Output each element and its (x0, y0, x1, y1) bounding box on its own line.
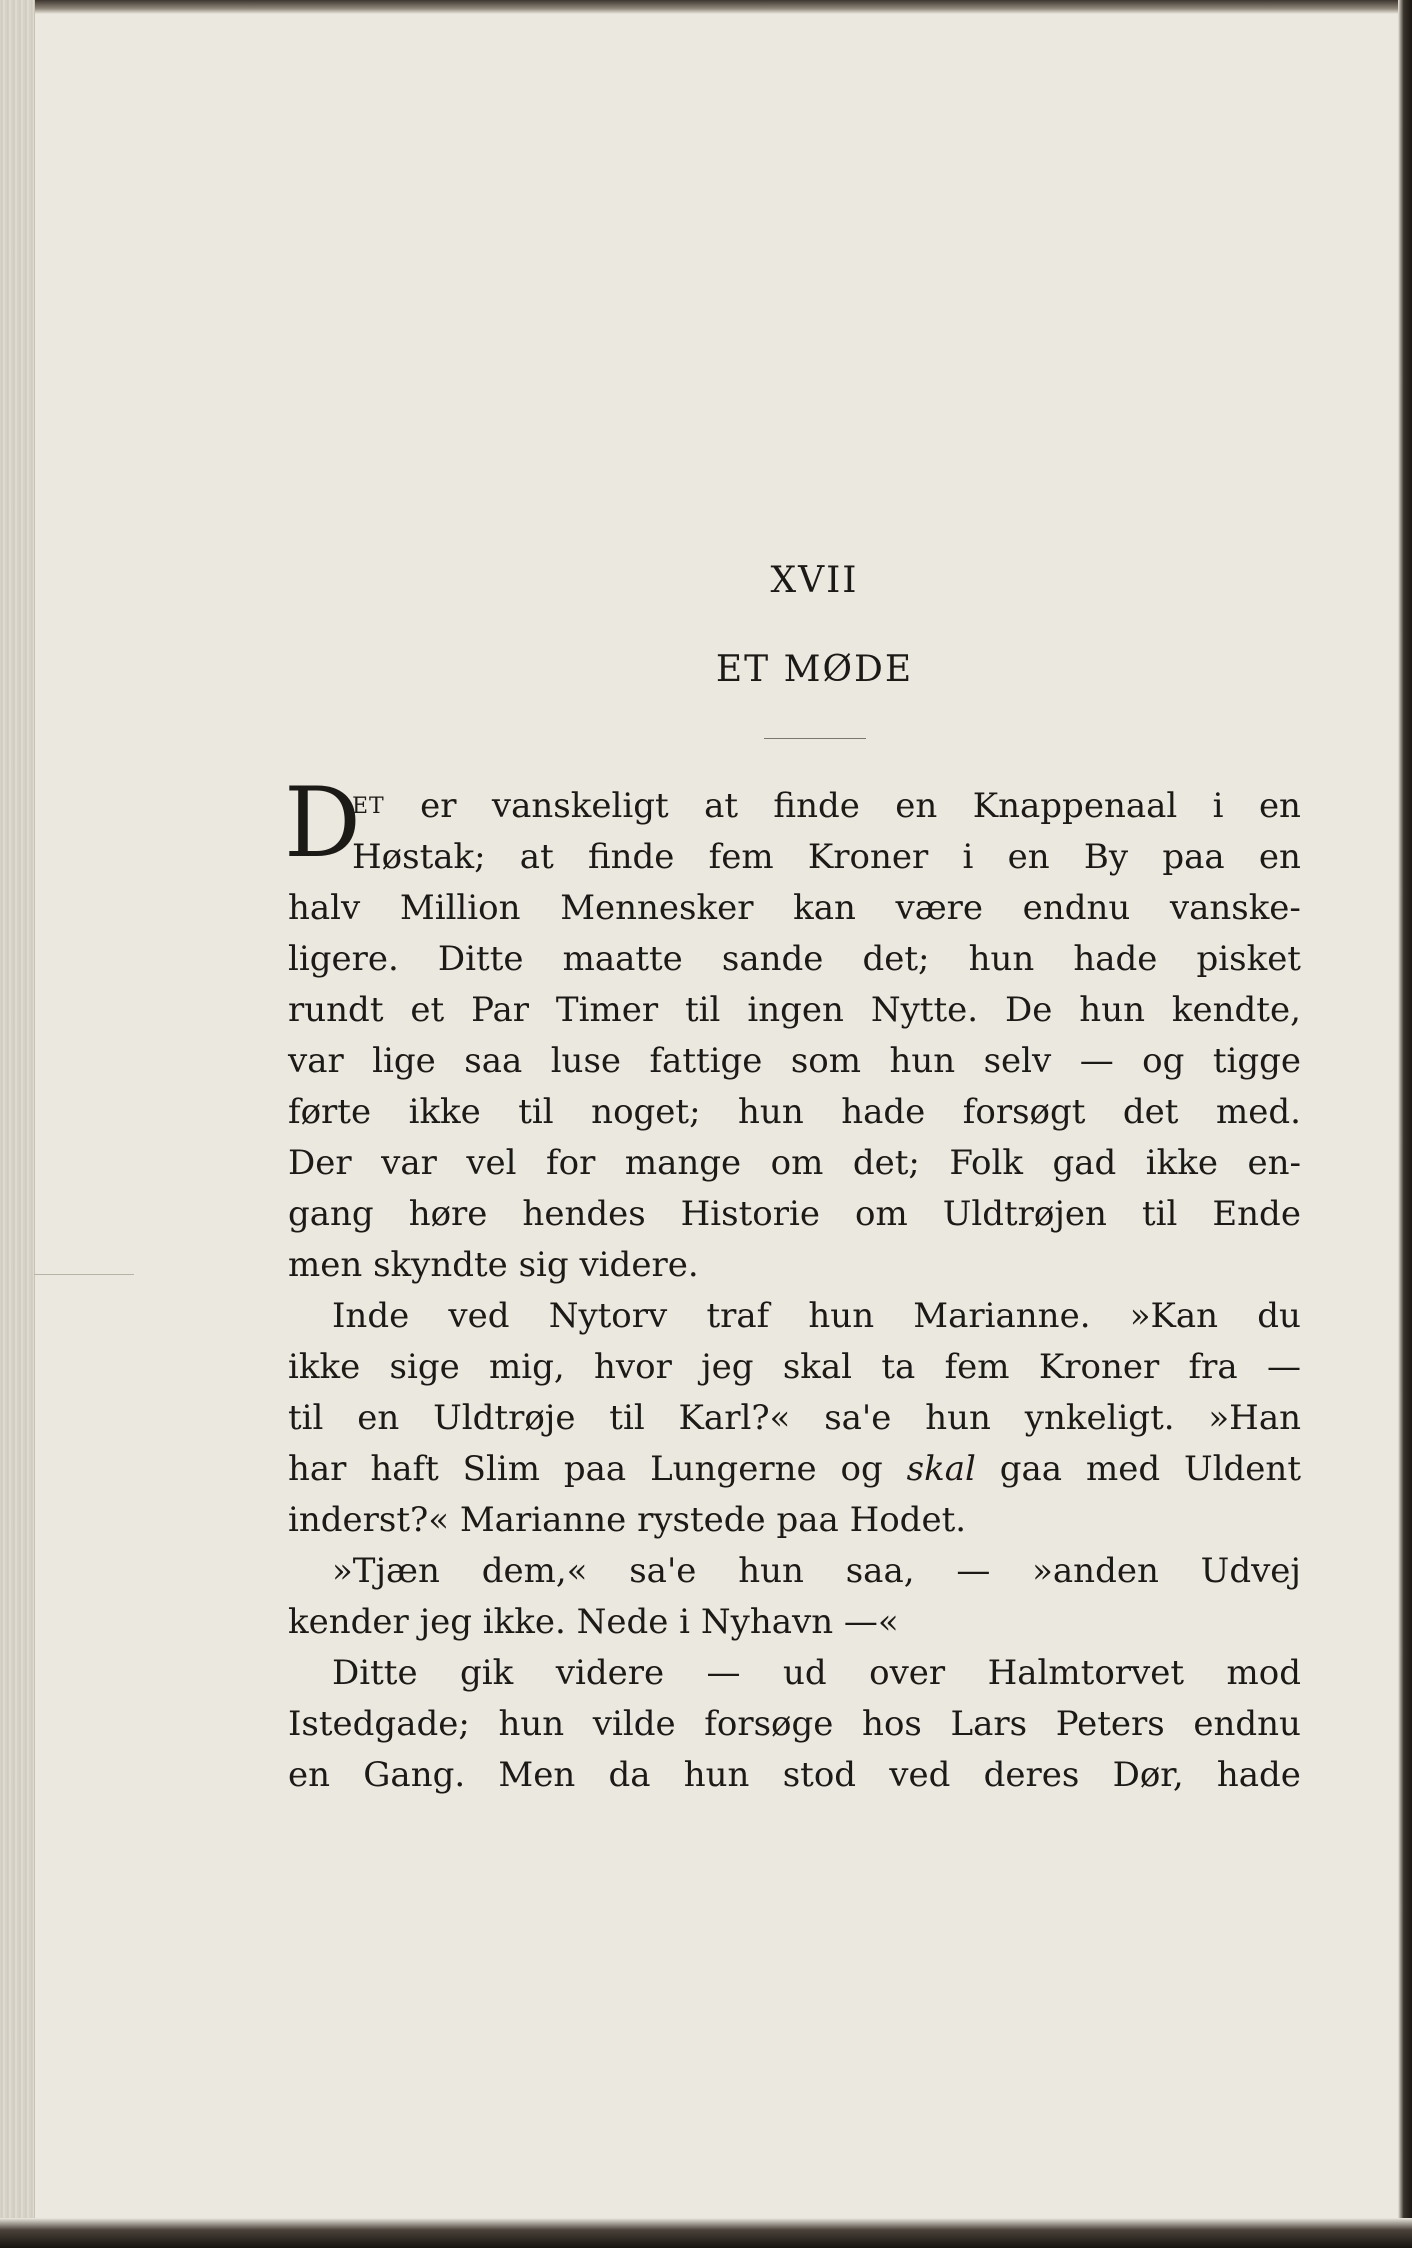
text-line (288, 1189, 1301, 1240)
word: Nytorv (548, 1296, 668, 1336)
word: kan (793, 888, 856, 928)
word: sande (721, 939, 824, 979)
word: hos (862, 1704, 922, 1744)
word: var (381, 1143, 437, 1183)
text-line (288, 883, 1301, 934)
word: inderst?« Marianne rystede paa Hodet. (288, 1500, 967, 1540)
word: til (1141, 1194, 1178, 1234)
word: hun (683, 1755, 750, 1795)
text-line (288, 1240, 1301, 1291)
word: Folk (949, 1143, 1023, 1183)
word: pisket (1196, 939, 1301, 979)
text-line (288, 985, 1301, 1036)
word: har (288, 1449, 347, 1489)
word: »Tjæn (332, 1551, 440, 1591)
word: Der (288, 1143, 352, 1183)
word: Halmtorvet (987, 1653, 1185, 1693)
text-line (288, 1750, 1301, 1801)
word: Mennesker (560, 888, 754, 928)
word: Peters (1055, 1704, 1165, 1744)
word: hun (738, 1551, 804, 1591)
word: hun (808, 1296, 875, 1336)
word: ligere. (288, 939, 399, 979)
chapter-number: XVII (770, 560, 859, 601)
word: du (1257, 1296, 1301, 1336)
word: hade (1073, 939, 1158, 979)
word: — (706, 1653, 741, 1693)
word: Dør, (1112, 1755, 1184, 1795)
word: hun (1079, 990, 1145, 1030)
word: gang (288, 1194, 374, 1234)
word: et (410, 990, 445, 1030)
word: Historie (680, 1194, 821, 1234)
page-right-edge (1398, 0, 1412, 2248)
word: luse (550, 1041, 622, 1081)
word: ingen (747, 990, 844, 1030)
text-line (288, 1699, 1301, 1750)
title-rule (764, 738, 866, 739)
word: med. (1215, 1092, 1301, 1132)
word: »anden (1032, 1551, 1159, 1591)
word: en (1007, 837, 1050, 877)
word: Ditte (437, 939, 524, 979)
word: Udvej (1200, 1551, 1301, 1591)
word: en (1258, 837, 1301, 877)
word: endnu (1193, 1704, 1301, 1744)
word: mig, (489, 1347, 565, 1387)
word: i (1212, 786, 1224, 826)
word: — (1266, 1347, 1301, 1387)
word: en (1258, 786, 1301, 826)
chapter-title: ET MØDE (715, 649, 914, 690)
word: finde (773, 786, 860, 826)
word: hade (841, 1092, 926, 1132)
word: om (855, 1194, 908, 1234)
text-line (288, 1597, 1301, 1648)
body-text (288, 781, 1301, 1801)
word: finde (587, 837, 675, 877)
word: lige (372, 1041, 436, 1081)
word: Uldtrøjen (942, 1194, 1107, 1234)
word: fem (708, 837, 774, 877)
word: stod (782, 1755, 857, 1795)
word: kender jeg ikke. Nede i Nyhavn —« (288, 1602, 899, 1642)
drop-cap-rest: ET (352, 794, 385, 819)
word: By (1083, 837, 1129, 877)
word: hendes (522, 1194, 646, 1234)
word: ved (448, 1296, 510, 1336)
word: vilde (592, 1704, 676, 1744)
word: at (519, 837, 554, 877)
text-line (288, 1138, 1301, 1189)
word: skal (782, 1347, 853, 1387)
word: endnu (1022, 888, 1131, 928)
word: — (1079, 1041, 1114, 1081)
word: fattige (649, 1041, 763, 1081)
italic-word: skal (906, 1449, 976, 1489)
word: og (840, 1449, 883, 1489)
word: gaa (999, 1449, 1063, 1489)
word: Uldent (1184, 1449, 1301, 1489)
text-line (288, 1444, 1301, 1495)
word: »Han (1208, 1398, 1301, 1438)
word: Lars (950, 1704, 1028, 1744)
page-content (284, 560, 1301, 1801)
word: ikke (408, 1092, 481, 1132)
text-line (288, 1546, 1301, 1597)
word: tigge (1212, 1041, 1301, 1081)
word: Ditte (332, 1653, 418, 1693)
word: hun (925, 1398, 991, 1438)
word: mod (1226, 1653, 1301, 1693)
word: dem,« (481, 1551, 588, 1591)
word: hun (498, 1704, 565, 1744)
word: Ende (1212, 1194, 1301, 1234)
word: saa, (845, 1551, 915, 1591)
word: Marianne. (913, 1296, 1091, 1336)
word: haft (370, 1449, 439, 1489)
margin-mark (34, 1274, 134, 1275)
word: Karl?« (678, 1398, 791, 1438)
word: fra (1188, 1347, 1238, 1387)
word: Nytte. (870, 990, 979, 1030)
word: til (288, 1398, 324, 1438)
page-bottom-edge (0, 2218, 1412, 2248)
text-line (288, 1087, 1301, 1138)
word: det (1122, 1092, 1179, 1132)
word: Høstak; (352, 837, 486, 877)
word: en (288, 1755, 331, 1795)
word: ved (889, 1755, 951, 1795)
word: gad (1052, 1143, 1117, 1183)
word: forsøgt (962, 1092, 1086, 1132)
word: ta (881, 1347, 916, 1387)
word: vel (466, 1143, 517, 1183)
word: sa'e (629, 1551, 697, 1591)
word: videre (555, 1653, 665, 1693)
word: hvor (594, 1347, 672, 1387)
word: til (518, 1092, 554, 1132)
text-line (288, 1342, 1301, 1393)
word: i (962, 837, 974, 877)
word: sige (389, 1347, 460, 1387)
word: Slim (462, 1449, 540, 1489)
word: paa (1162, 837, 1225, 877)
word: noget; (591, 1092, 701, 1132)
word: maatte (562, 939, 683, 979)
word: førte (288, 1092, 372, 1132)
word: Kroner (807, 837, 929, 877)
word: Inde (332, 1296, 410, 1336)
text-line (288, 1036, 1301, 1087)
word: for (546, 1143, 596, 1183)
word: traf (706, 1296, 770, 1336)
word: ynkeligt. (1024, 1398, 1175, 1438)
word: høre (408, 1194, 488, 1234)
text-line (288, 832, 1301, 883)
word: det; (862, 939, 930, 979)
word: selv (983, 1041, 1052, 1081)
word: sa'e (824, 1398, 892, 1438)
word: gik (460, 1653, 514, 1693)
word: »Kan (1129, 1296, 1219, 1336)
word: deres (983, 1755, 1080, 1795)
word: Istedgade; (288, 1704, 470, 1744)
word: som (790, 1041, 862, 1081)
word: med (1085, 1449, 1161, 1489)
word: og (1142, 1041, 1185, 1081)
word: fem (944, 1347, 1010, 1387)
word: da (608, 1755, 651, 1795)
word: Million (399, 888, 521, 928)
word: Kroner (1038, 1347, 1160, 1387)
word: Par (471, 990, 529, 1030)
text-line (288, 934, 1301, 985)
word: til (685, 990, 721, 1030)
word: er (420, 786, 457, 826)
word: forsøge (704, 1704, 834, 1744)
text-line (288, 1648, 1301, 1699)
word: — (956, 1551, 991, 1591)
word: hun (968, 939, 1035, 979)
word: saa (464, 1041, 523, 1081)
word: mange (624, 1143, 742, 1183)
word: De (1004, 990, 1053, 1030)
word: ud (783, 1653, 827, 1693)
word: en (357, 1398, 400, 1438)
drop-cap: D (284, 767, 361, 879)
word: over (869, 1653, 946, 1693)
word: vanske- (1169, 888, 1301, 928)
text-line (288, 1495, 1301, 1546)
word: om (770, 1143, 824, 1183)
word: Men (498, 1755, 576, 1795)
word: kendte, (1171, 990, 1301, 1030)
word: hun (738, 1092, 804, 1132)
word: til (609, 1398, 645, 1438)
text-line (288, 781, 1301, 832)
word: Gang. (363, 1755, 466, 1795)
page-top-edge (0, 0, 1412, 14)
word: en- (1247, 1143, 1301, 1183)
word: jeg (701, 1347, 754, 1387)
word: men skyndte sig videre. (288, 1245, 699, 1285)
word: vanskeligt (491, 786, 669, 826)
word: Knappenaal (972, 786, 1178, 826)
word: ikke (288, 1347, 361, 1387)
word: Uldtrøje (433, 1398, 576, 1438)
word: en (895, 786, 938, 826)
word: halv (288, 888, 361, 928)
word: paa (563, 1449, 627, 1489)
word: at (704, 786, 738, 826)
word: var (288, 1041, 344, 1081)
word: være (895, 888, 984, 928)
word: rundt (288, 990, 384, 1030)
binding-edge (0, 0, 35, 2248)
word: det; (852, 1143, 920, 1183)
word: hun (889, 1041, 956, 1081)
text-line (288, 1393, 1301, 1444)
word: hade (1216, 1755, 1301, 1795)
word: Lungerne (650, 1449, 817, 1489)
word: ikke (1145, 1143, 1218, 1183)
text-line (288, 1291, 1301, 1342)
word: Timer (555, 990, 659, 1030)
